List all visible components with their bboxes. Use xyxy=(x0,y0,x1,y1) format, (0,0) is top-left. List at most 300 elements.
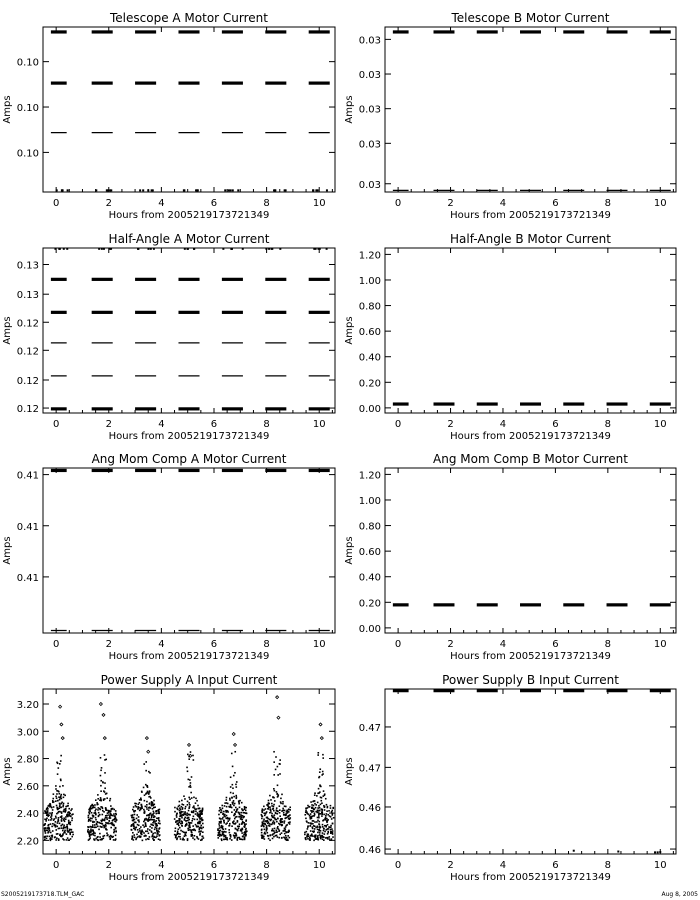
data-point xyxy=(318,815,320,817)
data-point xyxy=(55,839,57,841)
data-point xyxy=(100,757,102,759)
data-point xyxy=(134,821,136,823)
data-point xyxy=(108,817,110,819)
data-band xyxy=(265,407,286,410)
data-point xyxy=(279,773,281,775)
data-point xyxy=(101,806,103,808)
x-tick-label: 0 xyxy=(394,419,402,430)
data-point xyxy=(136,818,138,820)
data-band xyxy=(393,30,409,33)
data-point xyxy=(232,792,234,794)
data-point xyxy=(245,831,247,833)
data-point xyxy=(150,248,152,250)
data-point xyxy=(242,835,244,837)
data-point xyxy=(197,805,199,807)
data-point xyxy=(133,806,135,808)
data-point xyxy=(325,825,327,827)
data-point xyxy=(66,839,68,841)
y-tick-label: 0.41 xyxy=(16,470,39,482)
data-point xyxy=(261,812,263,814)
data-point xyxy=(319,807,321,809)
data-point xyxy=(179,836,181,838)
data-point xyxy=(108,810,110,812)
data-point xyxy=(314,794,316,796)
data-point xyxy=(313,830,315,832)
data-point xyxy=(65,818,67,820)
data-point xyxy=(305,818,307,820)
x-tick-label: 0 xyxy=(52,860,60,871)
data-band xyxy=(265,311,286,314)
data-point xyxy=(266,804,268,806)
y-axis-label: Amps xyxy=(2,536,13,565)
data-point xyxy=(235,807,237,809)
data-point xyxy=(106,835,108,837)
data-point xyxy=(326,248,328,250)
data-point xyxy=(104,782,106,784)
data-band xyxy=(92,82,113,85)
data-point xyxy=(324,825,326,827)
data-point xyxy=(330,829,332,831)
data-series xyxy=(393,603,671,606)
data-point xyxy=(238,825,240,827)
x-tick-label: 2 xyxy=(447,198,454,209)
y-tick-label: 0.46 xyxy=(358,802,381,814)
data-point xyxy=(330,831,332,833)
data-point xyxy=(142,824,144,826)
data-point xyxy=(63,248,65,250)
plot-frame xyxy=(385,27,676,192)
x-tick-label: 10 xyxy=(312,198,326,209)
data-point xyxy=(139,830,141,832)
data-point xyxy=(158,813,160,815)
data-point xyxy=(187,817,189,819)
data-point xyxy=(279,809,281,811)
data-point xyxy=(203,837,205,839)
y-tick-label: 0.10 xyxy=(16,57,39,69)
data-point xyxy=(88,817,90,819)
data-point xyxy=(279,812,281,814)
y-tick-label: 2.80 xyxy=(16,754,39,766)
data-point xyxy=(137,806,139,808)
y-tick-label: 0.40 xyxy=(358,352,381,364)
data-point xyxy=(244,824,246,826)
data-point xyxy=(237,808,239,810)
data-point xyxy=(50,823,52,825)
data-point xyxy=(63,827,65,829)
data-point xyxy=(55,785,57,787)
data-point xyxy=(106,793,108,795)
data-point xyxy=(229,838,231,840)
data-point xyxy=(268,838,270,840)
data-point xyxy=(327,824,329,826)
data-point xyxy=(195,798,197,800)
data-point xyxy=(56,805,58,807)
data-point xyxy=(267,835,269,837)
data-point xyxy=(230,776,232,778)
data-point xyxy=(96,802,98,804)
data-band xyxy=(477,30,498,33)
data-point xyxy=(309,839,311,841)
data-point xyxy=(196,836,198,838)
data-point xyxy=(317,836,319,838)
data-point xyxy=(55,821,57,823)
data-point xyxy=(103,827,105,829)
data-point xyxy=(235,828,237,830)
y-tick-label: 0.20 xyxy=(358,598,381,610)
data-point xyxy=(58,817,60,819)
data-point xyxy=(278,837,280,839)
data-point xyxy=(219,830,221,832)
x-tick-label: 10 xyxy=(312,639,326,650)
data-band xyxy=(563,30,584,33)
data-point xyxy=(197,812,199,814)
data-point xyxy=(58,828,60,830)
data-point xyxy=(202,808,204,810)
data-point xyxy=(180,809,182,811)
data-point xyxy=(322,820,324,822)
data-point xyxy=(177,822,179,824)
data-point xyxy=(52,823,54,825)
data-point xyxy=(237,812,239,814)
data-point xyxy=(137,819,139,821)
data-point xyxy=(103,811,105,813)
y-axis-label: Amps xyxy=(344,536,355,565)
data-point xyxy=(312,831,314,833)
data-point xyxy=(244,807,246,809)
data-point xyxy=(60,794,62,796)
data-point xyxy=(261,834,263,836)
data-point xyxy=(107,812,109,814)
data-point xyxy=(311,804,313,806)
data-point xyxy=(242,248,244,250)
data-point xyxy=(659,851,661,853)
data-point xyxy=(274,189,276,191)
data-point xyxy=(239,823,241,825)
data-point xyxy=(322,773,324,775)
data-point xyxy=(153,800,155,802)
data-point xyxy=(322,838,324,840)
x-tick-label: 0 xyxy=(394,198,402,209)
x-tick-label: 10 xyxy=(312,860,326,871)
data-point xyxy=(239,837,241,839)
data-point xyxy=(315,807,317,809)
data-point xyxy=(179,801,181,803)
data-point xyxy=(311,807,313,809)
footer-date: Aug 8, 2005 xyxy=(661,891,698,898)
data-point xyxy=(317,189,319,191)
data-point xyxy=(134,837,136,839)
x-tick-label: 2 xyxy=(105,639,112,650)
data-point xyxy=(92,830,94,832)
data-point xyxy=(308,822,310,824)
data-point xyxy=(97,826,99,828)
data-point xyxy=(319,832,321,834)
data-point xyxy=(277,818,279,820)
data-point xyxy=(139,828,141,830)
data-point xyxy=(140,799,142,801)
data-point xyxy=(307,838,309,840)
data-point xyxy=(90,817,92,819)
data-point xyxy=(110,814,112,816)
data-point xyxy=(237,837,239,839)
data-point xyxy=(223,815,225,817)
data-point xyxy=(189,785,191,787)
data-point xyxy=(58,248,60,250)
data-point xyxy=(230,806,232,808)
data-point xyxy=(305,808,307,810)
data-point xyxy=(177,808,179,810)
data-band xyxy=(92,30,113,33)
data-point xyxy=(153,804,155,806)
data-point xyxy=(94,824,96,826)
data-point xyxy=(326,818,328,820)
data-band xyxy=(135,311,156,314)
data-point xyxy=(88,831,90,833)
data-point xyxy=(181,825,183,827)
data-point xyxy=(226,806,228,808)
data-point xyxy=(44,824,46,826)
data-point xyxy=(98,248,100,250)
data-band xyxy=(222,30,243,33)
data-point xyxy=(148,809,150,811)
data-point xyxy=(196,800,198,802)
data-point xyxy=(234,818,236,820)
data-point xyxy=(94,832,96,834)
data-point xyxy=(242,815,244,817)
data-point xyxy=(188,807,190,809)
x-tick-label: 8 xyxy=(263,860,270,871)
data-point xyxy=(146,792,148,794)
data-point xyxy=(187,804,189,806)
data-point xyxy=(276,831,278,833)
data-point xyxy=(219,817,221,819)
data-point xyxy=(195,802,197,804)
data-point xyxy=(190,782,192,784)
data-point xyxy=(269,825,271,827)
data-point xyxy=(174,811,176,813)
data-point xyxy=(153,839,155,841)
data-point xyxy=(273,804,275,806)
y-tick-label: 3.00 xyxy=(16,727,39,739)
data-point xyxy=(226,815,228,817)
data-band xyxy=(265,469,286,472)
plot-frame xyxy=(385,689,676,854)
data-point xyxy=(289,837,291,839)
chart-panel xyxy=(344,673,676,883)
data-point xyxy=(236,839,238,841)
y-tick-label: 0.13 xyxy=(16,260,39,272)
data-point xyxy=(57,812,59,814)
data-point xyxy=(153,821,155,823)
data-point xyxy=(109,800,111,802)
data-point xyxy=(112,836,114,838)
data-point xyxy=(100,785,102,787)
data-point xyxy=(225,837,227,839)
data-point xyxy=(200,831,202,833)
data-point xyxy=(71,829,73,831)
data-point xyxy=(44,829,46,831)
y-tick-label: 0.60 xyxy=(358,547,381,559)
data-point xyxy=(88,820,90,822)
data-point xyxy=(144,794,146,796)
data-point xyxy=(241,830,243,832)
data-point xyxy=(105,822,107,824)
x-tick-label: 10 xyxy=(653,419,667,430)
data-point xyxy=(57,762,59,764)
y-tick-label: 0.41 xyxy=(16,572,39,584)
data-point xyxy=(46,813,48,815)
data-point xyxy=(151,836,153,838)
x-tick-label: 4 xyxy=(158,198,165,209)
data-point xyxy=(102,781,104,783)
y-tick-label: 0.03 xyxy=(358,70,381,82)
data-point xyxy=(229,818,231,820)
data-point xyxy=(67,805,69,807)
data-point xyxy=(193,797,195,799)
data-point xyxy=(70,821,72,823)
data-point xyxy=(280,801,282,803)
data-point xyxy=(103,837,105,839)
data-point xyxy=(317,807,319,809)
data-point xyxy=(319,826,321,828)
data-point xyxy=(277,716,280,719)
data-point xyxy=(223,831,225,833)
data-band xyxy=(309,311,330,314)
plot-frame xyxy=(43,27,335,192)
data-point xyxy=(286,824,288,826)
data-point xyxy=(191,822,193,824)
y-tick-label: 0.12 xyxy=(16,376,39,387)
data-point xyxy=(59,834,61,836)
data-point xyxy=(154,828,156,830)
y-tick-label: 3.20 xyxy=(16,700,39,711)
data-band xyxy=(650,689,671,692)
data-point xyxy=(57,819,59,821)
data-point xyxy=(174,834,176,836)
data-point xyxy=(327,837,329,839)
data-band xyxy=(265,278,286,281)
data-point xyxy=(310,801,312,803)
data-series xyxy=(393,689,671,853)
data-point xyxy=(202,823,204,825)
data-point xyxy=(134,814,136,816)
data-point xyxy=(107,822,109,824)
data-point xyxy=(137,808,139,810)
data-point xyxy=(155,813,157,815)
data-point xyxy=(54,836,56,838)
data-point xyxy=(202,827,204,829)
x-tick-label: 8 xyxy=(604,419,612,430)
y-tick-label: 0.10 xyxy=(16,148,39,160)
data-point xyxy=(145,823,147,825)
data-point xyxy=(46,817,48,819)
data-point xyxy=(267,832,269,834)
x-tick-label: 10 xyxy=(312,419,326,430)
data-point xyxy=(229,832,231,834)
data-point xyxy=(150,807,152,809)
data-point xyxy=(144,820,146,822)
data-point xyxy=(229,798,231,800)
data-point xyxy=(320,813,322,815)
chart-title: Power Supply A Input Current xyxy=(100,673,278,687)
data-point xyxy=(189,798,191,800)
data-point xyxy=(276,696,279,699)
x-tick-label: 2 xyxy=(105,419,112,430)
data-point xyxy=(61,798,63,800)
data-point xyxy=(227,811,229,813)
data-point xyxy=(115,827,117,829)
data-point xyxy=(200,825,202,827)
data-point xyxy=(60,723,63,726)
data-point xyxy=(106,809,108,811)
data-point xyxy=(244,839,246,841)
data-point xyxy=(199,827,201,829)
x-tick-label: 4 xyxy=(158,419,165,430)
data-point xyxy=(310,835,312,837)
data-point xyxy=(66,248,68,250)
data-point xyxy=(92,807,94,809)
y-tick-label: 0.10 xyxy=(16,103,39,115)
data-point xyxy=(307,813,309,815)
data-point xyxy=(69,813,71,815)
data-point xyxy=(272,822,274,824)
data-point xyxy=(318,821,320,823)
data-point xyxy=(230,836,232,838)
data-point xyxy=(269,823,271,825)
data-point xyxy=(189,804,191,806)
data-point xyxy=(49,838,51,840)
data-point xyxy=(217,834,219,836)
data-point xyxy=(330,839,332,841)
data-point xyxy=(104,754,106,756)
data-band xyxy=(178,311,199,314)
data-point xyxy=(284,820,286,822)
data-band xyxy=(135,82,156,85)
data-point xyxy=(184,835,186,837)
data-point xyxy=(63,794,65,796)
data-point xyxy=(261,818,263,820)
data-point xyxy=(145,825,147,827)
data-point xyxy=(59,705,62,708)
data-point xyxy=(202,819,204,821)
data-point xyxy=(105,807,107,809)
data-point xyxy=(271,803,273,805)
data-point xyxy=(231,839,233,841)
data-point xyxy=(146,806,148,808)
y-tick-label: 0.80 xyxy=(358,521,381,533)
data-point xyxy=(332,833,334,835)
x-tick-label: 6 xyxy=(210,860,218,871)
data-point xyxy=(193,816,195,818)
data-point xyxy=(185,814,187,816)
data-point xyxy=(227,820,229,822)
data-point xyxy=(304,832,306,834)
data-point xyxy=(223,811,225,813)
data-point xyxy=(184,798,186,800)
data-point xyxy=(138,816,140,818)
data-point xyxy=(318,817,320,819)
data-point xyxy=(114,831,116,833)
data-point xyxy=(88,819,90,821)
data-point xyxy=(52,836,54,838)
data-point xyxy=(322,826,324,828)
data-point xyxy=(130,825,132,827)
data-point xyxy=(193,248,195,250)
data-point xyxy=(310,813,312,815)
y-tick-label: 0.03 xyxy=(358,139,381,151)
data-point xyxy=(261,815,263,817)
data-point xyxy=(60,780,62,782)
